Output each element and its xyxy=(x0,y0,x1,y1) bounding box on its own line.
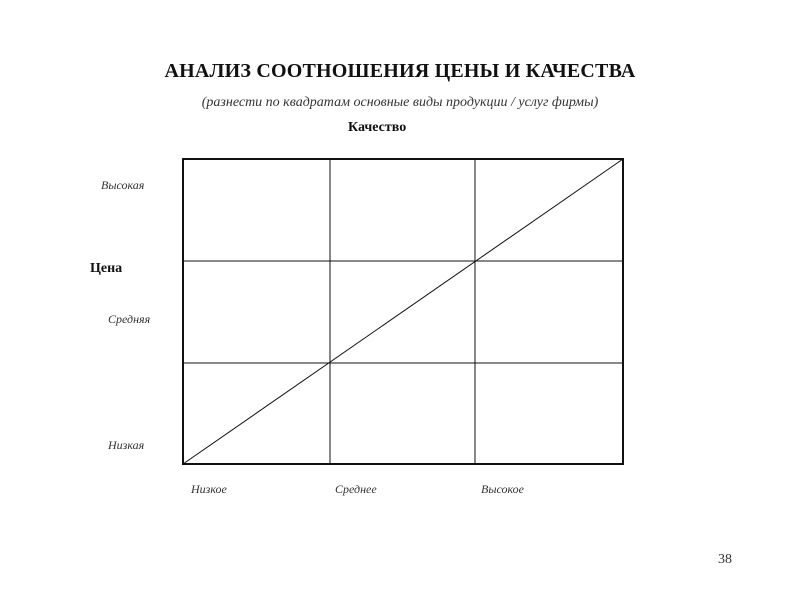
price-level-medium: Средняя xyxy=(108,312,151,326)
price-level-low: Низкая xyxy=(108,438,145,452)
price-level-high: Высокая xyxy=(101,178,145,192)
page-number: 38 xyxy=(718,552,732,567)
quality-level-medium: Среднее xyxy=(335,482,377,496)
quality-axis-label: Качество xyxy=(348,120,407,135)
quality-level-low: Низкое xyxy=(191,482,227,496)
quality-level-high: Высокое xyxy=(481,482,524,496)
page-title: АНАЛИЗ СООТНОШЕНИЯ ЦЕНЫ И КАЧЕСТВА xyxy=(164,60,636,82)
price-axis-label: Цена xyxy=(90,261,123,276)
page-subtitle: (разнести по квадратам основные виды продукции / услуг фирмы) xyxy=(201,95,599,110)
matrix-diagonal-line xyxy=(183,159,623,464)
